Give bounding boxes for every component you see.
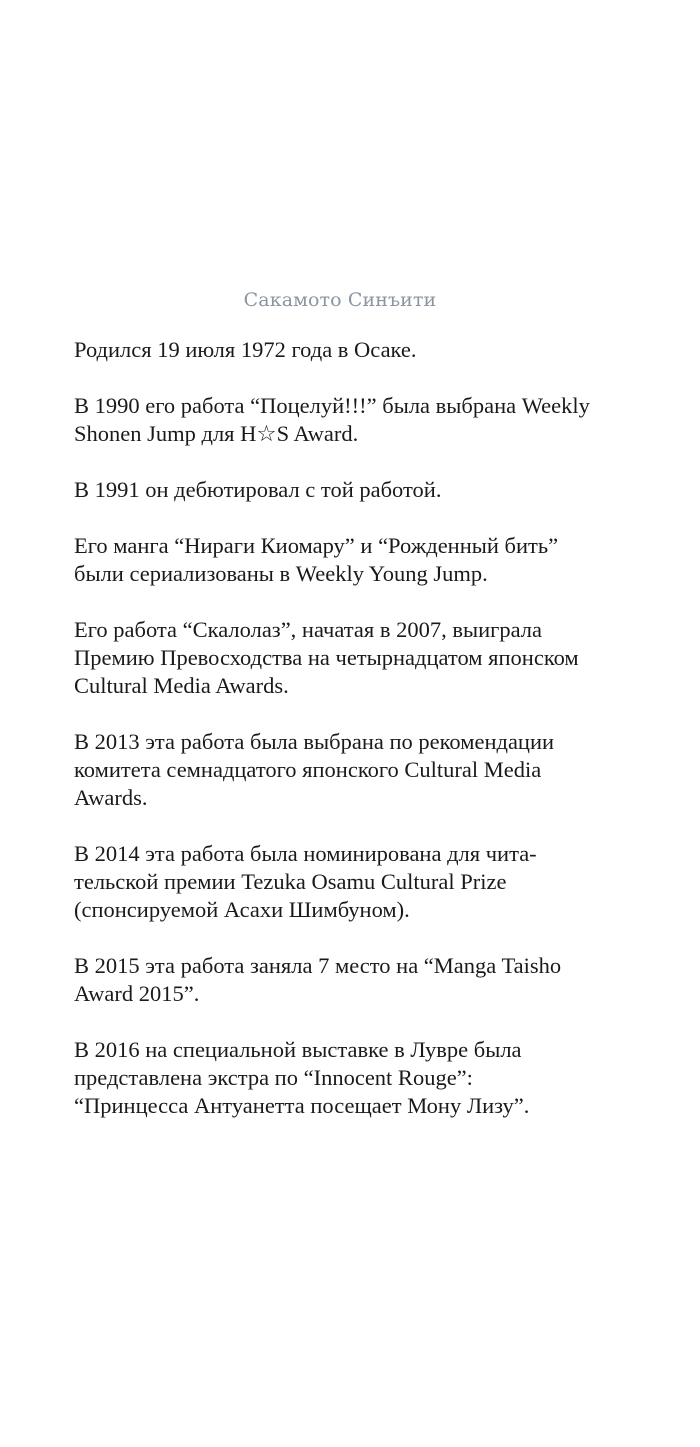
text-line: В 2013 эта работа была выбрана по рекомендации [74, 729, 555, 754]
bio-paragraph-manga [74, 532, 674, 588]
text-line: Award 2015”. [74, 981, 200, 1006]
text-line: В 2014 эта работа была номинирована для чита- [74, 841, 537, 866]
bio-paragraph-2016 [74, 1036, 674, 1120]
bio-paragraph-2014 [74, 840, 674, 924]
text-line: Cultural Media Awards. [74, 673, 289, 698]
bio-paragraph-2013 [74, 728, 674, 812]
text-line: представлена экстра по “Innocent Rouge”: [74, 1065, 473, 1090]
author-name-heading: Сакамото Синъити [243, 289, 437, 311]
text-line: Awards. [74, 785, 148, 810]
bio-paragraph-1990 [74, 392, 674, 448]
text-line: Его манга “Нираги Киомару” и “Рожденный бить” [74, 533, 559, 558]
text-line: Shonen Jump для H☆S Award. [74, 421, 359, 446]
text-line: Его работа “Скалолаз”, начатая в 2007, выиграла [74, 617, 543, 642]
text-line: “Принцесса Антуанетта посещает Мону Лизу”. [74, 1093, 530, 1118]
text-line: комитета семнадцатого японского Cultural Media [74, 757, 542, 782]
bio-paragraph-2007 [74, 616, 674, 700]
bio-paragraph-birth [74, 336, 674, 364]
text-line: Родился 19 июля 1972 года в Осаке. [74, 337, 417, 362]
text-line: были сериализованы в Weekly Young Jump. [74, 561, 488, 586]
bio-paragraph-2015 [74, 952, 674, 1008]
text-line: В 2015 эта работа заняла 7 место на “Manga Taisho [74, 953, 562, 978]
text-line: Премию Превосходства на четырнадцатом японском [74, 645, 579, 670]
text-line: В 1990 его работа “Поцелуй!!!” была выбрана Weekly [74, 393, 590, 418]
text-line: В 1991 он дебютировал с той работой. [74, 477, 442, 502]
biography-text [74, 336, 674, 1148]
text-line: тельской премии Tezuka Osamu Cultural Prize [74, 869, 507, 894]
text-line: (спонсируемой Асахи Шимбуном). [74, 897, 410, 922]
bio-paragraph-1991 [74, 476, 674, 504]
text-line: В 2016 на специальной выставке в Лувре была [74, 1037, 522, 1062]
